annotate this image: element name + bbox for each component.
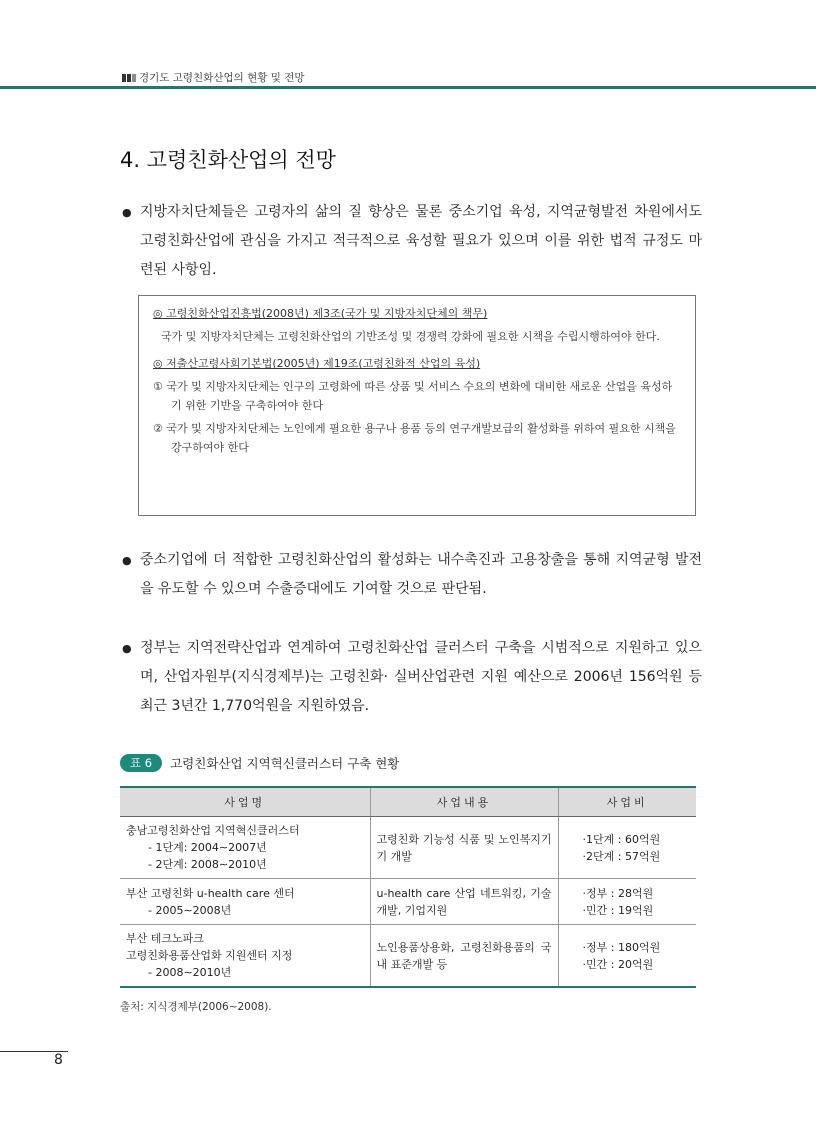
- table-row: [120, 925, 696, 988]
- table-header-row: [120, 787, 696, 817]
- law-text: 국가 및 지방자치단체는 고령친화산업의 기반조성 및 경쟁력 강화에 필요한 시책을 수립시행하여야 한다.: [161, 330, 660, 343]
- bullet-text: 지방자치단체들은 고령자의 삶의 질 향상은 물론 중소기업 육성, 지역균형발전 차원에서도 고령친화산업에 관심을 가지고 적극적으로 육성할 필요가 있으며 이를 위한 법적 규정도 마련된 사항임.: [140, 204, 702, 278]
- project-period: - 2005∼2008년: [148, 903, 232, 917]
- budget-line: ·1단계 : 60억원: [582, 832, 661, 846]
- law-heading: [153, 304, 681, 323]
- column-header: 사업명: [120, 787, 370, 817]
- law-title: 저출산고령사회기본법(2005년) 제19조(고령친화적 산업의 육성): [166, 357, 481, 370]
- budget-line: ·정부 : 28억원: [582, 886, 654, 900]
- bullet-paragraph: [122, 634, 702, 721]
- table-row: [120, 817, 696, 879]
- bullet-text: 정부는 지역전략산업과 연계하여 고령친화산업 클러스터 구축을 시범적으로 지원하고 있으며, 산업자원부(지식경제부)는 고령친화· 실버산업관련 지원 예산으로 2006년 156억원 등 최근 3년간 1,770억원을 지원하였음.: [140, 640, 702, 714]
- cluster-table: [120, 786, 696, 988]
- section-title: 4. 고령친화산업의 전망: [120, 148, 336, 172]
- project-budget-cell: [558, 879, 696, 925]
- project-budget-cell: [558, 925, 696, 988]
- project-name: 고령친화용품산업화 지원센터 지정: [126, 949, 293, 962]
- square-icon: [132, 74, 136, 82]
- project-content-cell: u-health care 산업 네트워킹, 기술개발, 기업지원: [370, 879, 558, 925]
- budget-line: ·민간 : 19억원: [582, 903, 654, 917]
- project-name: 부산 테크노파크: [126, 932, 204, 945]
- header-rule: [0, 86, 816, 89]
- project-name: 충남고령친화산업 지역혁신클러스터: [126, 824, 300, 837]
- page-number: 8: [54, 1052, 63, 1068]
- project-period: - 2단계: 2008∼2010년: [148, 858, 267, 871]
- table-source: 출처: 지식경제부(2006∼2008).: [120, 1001, 272, 1013]
- law-mark: ◎: [153, 307, 163, 320]
- project-period: - 2008∼2010년: [148, 966, 232, 979]
- project-budget-cell: [558, 817, 696, 879]
- project-content-cell: 고령친화 기능성 식품 및 노인복지기기 개발: [370, 817, 558, 879]
- bullet-paragraph: [122, 546, 702, 604]
- law-item: ② 국가 및 지방자치단체는 노인에게 필요한 용구나 용품 등의 연구개발보급의 활성화를 위하여 필요한 시책을 강구하여야 한다: [153, 422, 676, 454]
- budget-line: ·정부 : 180억원: [582, 940, 661, 954]
- law-item: ① 국가 및 지방자치단체는 인구의 고령화에 따른 상품 및 서비스 수요의 변화에 대비한 새로운 산업을 육성하기 위한 기반을 구축하여야 한다: [153, 380, 673, 412]
- law-title: 고령친화산업진흥법(2008년) 제3조(국가 및 지방자치단체의 책무): [166, 307, 488, 320]
- project-period: - 1단계: 2004∼2007년: [148, 841, 267, 854]
- table-caption-text: 고령친화산업 지역혁신클러스터 구축 현황: [170, 756, 400, 771]
- square-icon: [122, 74, 126, 82]
- table-caption: [120, 754, 399, 772]
- running-title: 경기도 고령친화산업의 현황 및 전망: [139, 72, 305, 84]
- bullet-paragraph: [122, 198, 702, 285]
- square-icon: [127, 74, 131, 82]
- project-name-cell: [120, 879, 370, 925]
- table-badge: 표 6: [120, 754, 162, 772]
- project-name-cell: [120, 817, 370, 879]
- column-header: 사업비: [558, 787, 696, 817]
- table-row: [120, 879, 696, 925]
- law-heading: [153, 354, 681, 373]
- law-box: [138, 295, 696, 516]
- bullet-icon: ●: [122, 642, 132, 655]
- project-name: 부산 고령친화 u-health care 센터: [126, 886, 295, 900]
- budget-line: ·민간 : 20억원: [582, 957, 654, 971]
- running-header: [122, 70, 305, 85]
- budget-line: ·2단계 : 57억원: [582, 849, 661, 863]
- bullet-icon: ●: [122, 554, 132, 567]
- bullet-icon: ●: [122, 206, 132, 219]
- bullet-text: 중소기업에 더 적합한 고령친화산업의 활성화는 내수촉진과 고용창출을 통해 지역균형 발전을 유도할 수 있으며 수출증대에도 기여할 것으로 판단됨.: [140, 552, 702, 597]
- column-header: 사업내용: [370, 787, 558, 817]
- law-mark: ◎: [153, 357, 163, 370]
- project-content-cell: 노인용품상용화, 고령친화용품의 국내 표준개발 등: [370, 925, 558, 988]
- project-name-cell: [120, 925, 370, 988]
